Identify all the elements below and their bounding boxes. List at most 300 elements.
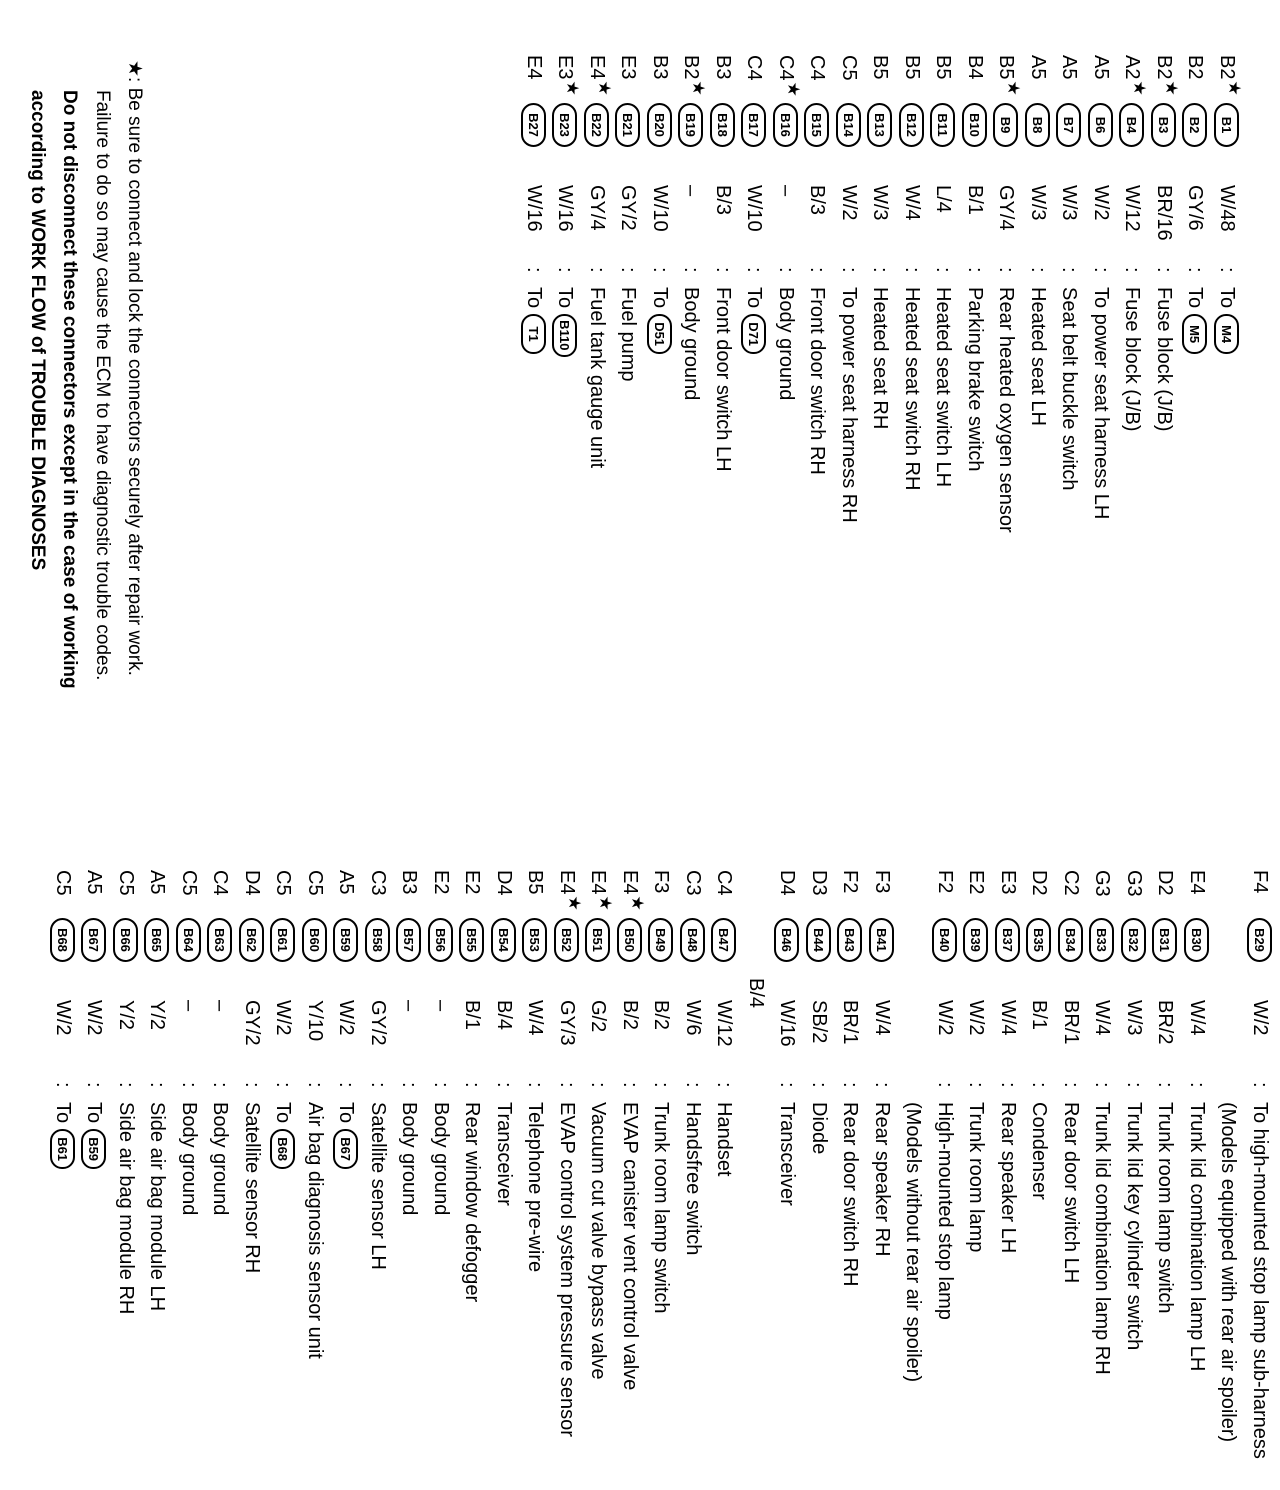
connector-number: B2 [1182,103,1207,147]
grid-cell: C2 [1060,870,1082,896]
wire-code: GY/2 [367,1000,389,1046]
grid-cell: C5 [52,870,74,896]
description: Parking brake switch [964,287,986,472]
connector-number-wrapper [141,918,173,962]
target-connector: D51 [647,314,672,354]
wire-code: W/2 [965,1000,988,1036]
grid-cell: F3 [871,870,893,894]
separator: : [776,1082,799,1088]
separator: : [964,267,986,273]
grid-cell: E2 [461,870,484,895]
separator: : [1027,267,1049,273]
description: EVAP canister vent control valve [619,1102,641,1391]
separator: : [839,1082,862,1088]
grid-cell: A5 [146,870,169,895]
left_table-row [1148,55,1180,615]
separator: : [1028,1082,1051,1088]
description: ToM4 [1211,287,1243,354]
grid-cell: E4 [1186,870,1208,895]
grid-cell: B3 [398,870,421,895]
connector-number: B53 [522,918,547,962]
separator: : [83,1082,106,1088]
separator: : [524,1082,547,1088]
description: Front door switch LH [712,287,734,472]
description: (Models without rear air spoiler) [902,1102,925,1383]
left_table-row [549,55,581,615]
grid-cell: C4★ [775,55,803,97]
separator: : [1121,267,1144,273]
connector-number-wrapper [267,918,299,962]
wire-code: W/4 [524,1000,547,1036]
right_table-row [551,870,583,1490]
right_table-row [803,870,835,1490]
connector-number-wrapper [834,918,866,962]
connector-number-wrapper [645,918,677,962]
star-mark: ★ [1004,80,1024,96]
right_table-row [362,870,394,1490]
wire-code: Y/2 [146,1000,169,1031]
wire-code: BR/1 [839,1000,862,1045]
grid-cell: C3 [682,870,704,896]
connector-number: B34 [1058,918,1083,962]
right_table-row [47,870,79,1490]
description: Rear window defogger [461,1102,484,1303]
separator: : [995,267,1018,273]
description: Body ground [398,1102,421,1216]
grid-cell: E4★ [619,870,647,911]
grid-cell: F3 [650,870,673,894]
connector-number-wrapper [992,918,1024,962]
note-text-1: : Be sure to connect and lock the connectors securely after repair work. [124,77,145,676]
connector-number: B64 [176,918,201,962]
right_table-row [582,870,614,1490]
connector-number-wrapper [677,918,709,962]
grid-cell: D4 [241,870,263,896]
left_table-row [1179,55,1211,615]
description: Fuel pump [617,287,640,382]
separator: : [932,267,955,273]
description: Telephone pre-wire [524,1102,547,1273]
grid-cell: E4 [523,55,545,80]
connector-number-wrapper [644,103,676,147]
connector-number-wrapper [519,918,551,962]
connector-number: B65 [144,918,169,962]
description: ToD71 [738,287,770,354]
separator: : [586,267,608,273]
connector-number-wrapper [173,918,205,962]
connector-number: B52 [554,918,579,962]
left_table-row [1211,55,1243,615]
connector-number: B37 [995,918,1020,962]
note-line-4 [22,90,53,570]
description: Satellite sensor RH [241,1102,263,1274]
description: ToT1 [518,287,550,354]
grid-cell: C4 [209,870,232,896]
connector-number: B62 [239,918,264,962]
separator: : [178,1082,200,1088]
separator: : [1058,267,1081,273]
right_table-row [992,870,1024,1490]
connector-number: B29 [1247,918,1272,962]
connector-number: B44 [806,918,831,962]
grid-cell: A5 [1058,55,1081,80]
description: ToD51 [644,287,676,354]
separator: : [209,1082,232,1088]
connector-number-wrapper [959,103,991,147]
connector-number: B66 [113,918,138,962]
grid-cell: C4 [713,870,736,896]
wire-code: W/4 [901,185,923,221]
star-mark: ★ [1225,80,1244,96]
separator: : [1090,267,1112,273]
connector-number-wrapper [456,918,488,962]
star-mark: ★ [628,895,647,911]
connector-number-wrapper [990,103,1022,147]
right_table-row [110,870,142,1490]
connector-number-wrapper [614,918,646,962]
separator: : [335,1082,358,1088]
note-line-3 [54,90,85,689]
wire-code: W/16 [523,185,545,232]
connector-number: B67 [81,918,106,962]
connector-number-wrapper [1148,103,1180,147]
right_table-row [393,870,425,1490]
target-connector: M5 [1182,314,1207,354]
connector-number-wrapper [1211,103,1243,147]
connector-number: B23 [552,103,577,147]
grid-cell: A2★ [1121,55,1150,96]
connector-number: B35 [1026,918,1051,962]
separator: : [934,1082,956,1088]
wire-code: W/12 [1121,185,1144,232]
connector-number-wrapper [425,918,457,962]
description: Condenser [1028,1102,1051,1200]
wire-code: W/4 [997,1000,1019,1036]
grid-cell: C5 [304,870,326,896]
connector-number: B57 [396,918,421,962]
description: Body ground [430,1102,452,1216]
right_table-row [960,870,992,1490]
separator: : [1216,267,1238,273]
separator: : [146,1082,169,1088]
description: ToM5 [1179,287,1211,354]
connector-number-wrapper [1053,103,1085,147]
description: Trunk room lamp switch [1154,1102,1177,1314]
wire-code: W/4 [871,1000,893,1036]
connector-number: B48 [680,918,705,962]
wire-code: W/2 [52,1000,74,1036]
connector-number-wrapper [866,918,898,962]
grid-cell: D4 [776,870,799,896]
description: Rear heated oxygen sensor [995,287,1018,533]
right_table-row [204,870,236,1490]
target-connector: B110 [552,314,577,356]
connector-number: B39 [963,918,988,962]
right_table-row [929,870,961,1490]
grid-cell: E4★ [556,870,584,911]
left_table-row [1085,55,1117,615]
connector-number: B20 [647,103,672,147]
connector-number-wrapper [582,918,614,962]
description: ToB59 [78,1102,110,1169]
left-connector-table [518,55,1243,615]
separator: : [1249,1082,1271,1088]
right_table-row [456,870,488,1490]
connector-number-wrapper [299,918,331,962]
connector-number: B63 [207,918,232,962]
description: Trunk room lamp switch [650,1102,673,1314]
grid-cell: E2 [965,870,988,895]
connector-number-wrapper [1086,918,1118,962]
connector-number-wrapper [738,103,770,147]
description: ToB61 [47,1102,79,1169]
wire-code: BR/2 [1154,1000,1177,1045]
connector-number: B14 [836,103,861,147]
grid-cell: B5 [869,55,892,80]
wire-code: GY/2 [617,185,640,231]
grid-cell: A5 [335,870,358,895]
right_table-row [173,870,205,1490]
separator: : [712,267,734,273]
connector-number-wrapper [1055,918,1087,962]
left_table-row [518,55,550,615]
connector-number: B7 [1056,103,1081,147]
wire-code: W/3 [869,185,892,221]
connector-number: B56 [428,918,453,962]
connector-number-wrapper [362,918,394,962]
star-mark: ★ [563,80,583,96]
star-mark: ★ [784,81,803,97]
left_table-row [896,55,928,615]
description: Fuse block (J/B) [1121,287,1144,432]
connector-number-wrapper [549,103,581,147]
grid-cell: F2 [934,870,956,894]
description: Fuse block (J/B) [1153,287,1175,432]
left_table-row [833,55,865,615]
wire-code: GY/3 [556,1000,578,1046]
connector-number: B31 [1152,918,1177,962]
separator: : [619,1082,641,1088]
description: Heated seat RH [869,287,892,430]
grid-cell: B5 [901,55,923,80]
description: Diode [808,1102,830,1155]
connector-number: B55 [459,918,484,962]
connector-number-wrapper [78,918,110,962]
target-connector: M4 [1214,314,1239,354]
right_table-row [834,870,866,1490]
connector-number-wrapper [675,103,707,147]
connector-number: B46 [774,918,799,962]
wire-code: G/2 [587,1000,610,1033]
grid-cell: B2★ [1153,55,1181,96]
grid-cell: B2 [1184,55,1207,80]
connector-number-wrapper [801,103,833,147]
connector-number: B18 [710,103,735,147]
connector-number: B33 [1089,918,1114,962]
description: (Models equipped with rear air spoiler) [1217,1102,1240,1443]
grid-cell: C5 [178,870,200,896]
right_table-row [1086,870,1118,1490]
description: Rear door switch RH [839,1102,862,1287]
right_table-row [677,870,709,1490]
connector-number-wrapper [707,103,739,147]
wire-code: W/2 [272,1000,295,1036]
wire-code: W/3 [1123,1000,1145,1036]
description: Vacuum cut valve bypass valve [587,1102,610,1380]
connector-number: B13 [867,103,892,147]
separator: : [649,267,671,273]
connector-number-wrapper [960,918,992,962]
separator: : [241,1082,263,1088]
grid-cell: A5 [1027,55,1049,80]
right_table-row [425,870,457,1490]
target-connector: B61 [50,1129,75,1169]
left_table-row [927,55,959,615]
connector-number: B11 [930,103,955,147]
star-mark: ★ [1130,80,1150,96]
star-mark: ★ [565,895,584,911]
separator: : [115,1082,137,1088]
connector-number: B4 [1119,103,1144,147]
grid-cell: A5 [83,870,106,895]
description: Side air bag module RH [115,1102,137,1315]
wire-code: B/3 [806,185,829,216]
target-connector: T1 [521,314,546,354]
connector-number: B12 [899,103,924,147]
right_table-row [1118,870,1150,1490]
description: Rear door switch LH [1060,1102,1082,1284]
description: Transceiver [493,1102,515,1206]
description: ToB68 [267,1102,299,1169]
description: Heated seat switch RH [901,287,923,491]
connector-number: B50 [617,918,642,962]
wire-code: B/4 [745,978,767,1009]
grid-cell: D3 [808,870,830,896]
connector-number-wrapper [612,103,644,147]
wire-code: W/2 [1090,185,1112,221]
separator: : [682,1082,704,1088]
target-connector: B59 [81,1129,106,1169]
wire-code: W/4 [1186,1000,1208,1036]
wire-code: – [775,185,797,197]
connector-number-wrapper [1022,103,1054,147]
grid-cell: B4 [964,55,986,80]
grid-cell: C3 [367,870,389,896]
right_table-row [1244,870,1276,1490]
left_table-row [707,55,739,615]
separator: : [272,1082,295,1088]
connector-number: B32 [1121,918,1146,962]
grid-cell: C5 [272,870,295,896]
separator: : [1184,267,1207,273]
wire-code: B/1 [461,1000,484,1031]
note-line-1 [119,60,150,676]
connector-number: B8 [1025,103,1050,147]
wire-code: – [178,1000,200,1012]
right_table-row [1181,870,1213,1490]
connector-number-wrapper [771,918,803,962]
star-mark: ★ [689,80,709,96]
connector-number-wrapper [581,103,613,147]
description: Satellite sensor LH [367,1102,389,1270]
separator: : [556,1082,578,1088]
connector-number-wrapper [1023,918,1055,962]
note-text-2: Failure to do so may cause the ECM to have diagnostic trouble codes. [92,90,113,681]
right_table-row [708,870,740,1490]
separator: : [901,267,923,273]
right_table-row [897,870,929,1490]
wire-code: B/2 [650,1000,673,1031]
grid-cell: E2 [430,870,452,895]
grid-cell: E4★ [586,55,614,96]
description: Side air bag module LH [146,1102,169,1312]
note-text-4: according to WORK FLOW of TROUBLE DIAGNOSES [27,90,48,571]
target-connector: D71 [741,314,766,354]
separator: : [1154,1082,1177,1088]
note-text-3: Do not disconnect these connectors except in the case of working [59,90,80,689]
wire-code: – [398,1000,421,1012]
separator: : [965,1082,988,1088]
right_table-row [771,870,803,1490]
wire-code: W/2 [934,1000,956,1036]
separator: : [493,1082,515,1088]
grid-cell: E4★ [587,870,616,911]
separator: : [304,1082,326,1088]
grid-cell: C4 [743,55,766,81]
separator: : [1186,1082,1208,1088]
left_table-row [612,55,644,615]
description: To power seat harness RH [838,287,860,523]
note-line-2 [87,90,118,680]
wire-code: W/12 [713,1000,736,1047]
description: Body ground [178,1102,200,1216]
description: EVAP control system pressure sensor [556,1102,578,1437]
right_table-row [740,870,772,1490]
right_table-row [299,870,331,1490]
grid-cell: D2 [1028,870,1051,896]
separator: : [587,1082,610,1088]
wire-code: Y/2 [115,1000,137,1031]
connector-number-wrapper [110,918,142,962]
wire-code: GY/6 [1184,185,1207,231]
connector-number-wrapper [896,103,928,147]
description: Trunk lid key cylinder switch [1123,1102,1145,1351]
connector-number-wrapper [1116,103,1148,147]
connector-number: B41 [869,918,894,962]
right_table-row [236,870,268,1490]
description: Handsfree switch [682,1102,704,1256]
grid-cell: B5★ [995,55,1024,96]
connector-number-wrapper [833,103,865,147]
separator: : [554,267,577,273]
grid-cell: D2 [1154,870,1177,896]
connector-number-wrapper [1085,103,1117,147]
description: Transceiver [776,1102,799,1206]
description: Air bag diagnosis sensor unit [304,1102,326,1359]
connector-number: B16 [773,103,798,147]
grid-cell: B5 [932,55,955,80]
separator: : [1091,1082,1114,1088]
separator: : [808,1082,830,1088]
wire-code: W/16 [776,1000,799,1047]
wire-code: W/10 [743,185,766,232]
description: ToB67 [330,1102,362,1169]
grid-cell: E3 [617,55,640,80]
target-connector: B67 [333,1129,358,1169]
right_table-row [330,870,362,1490]
wire-code: W/3 [1027,185,1049,221]
wire-code: W/2 [83,1000,106,1036]
